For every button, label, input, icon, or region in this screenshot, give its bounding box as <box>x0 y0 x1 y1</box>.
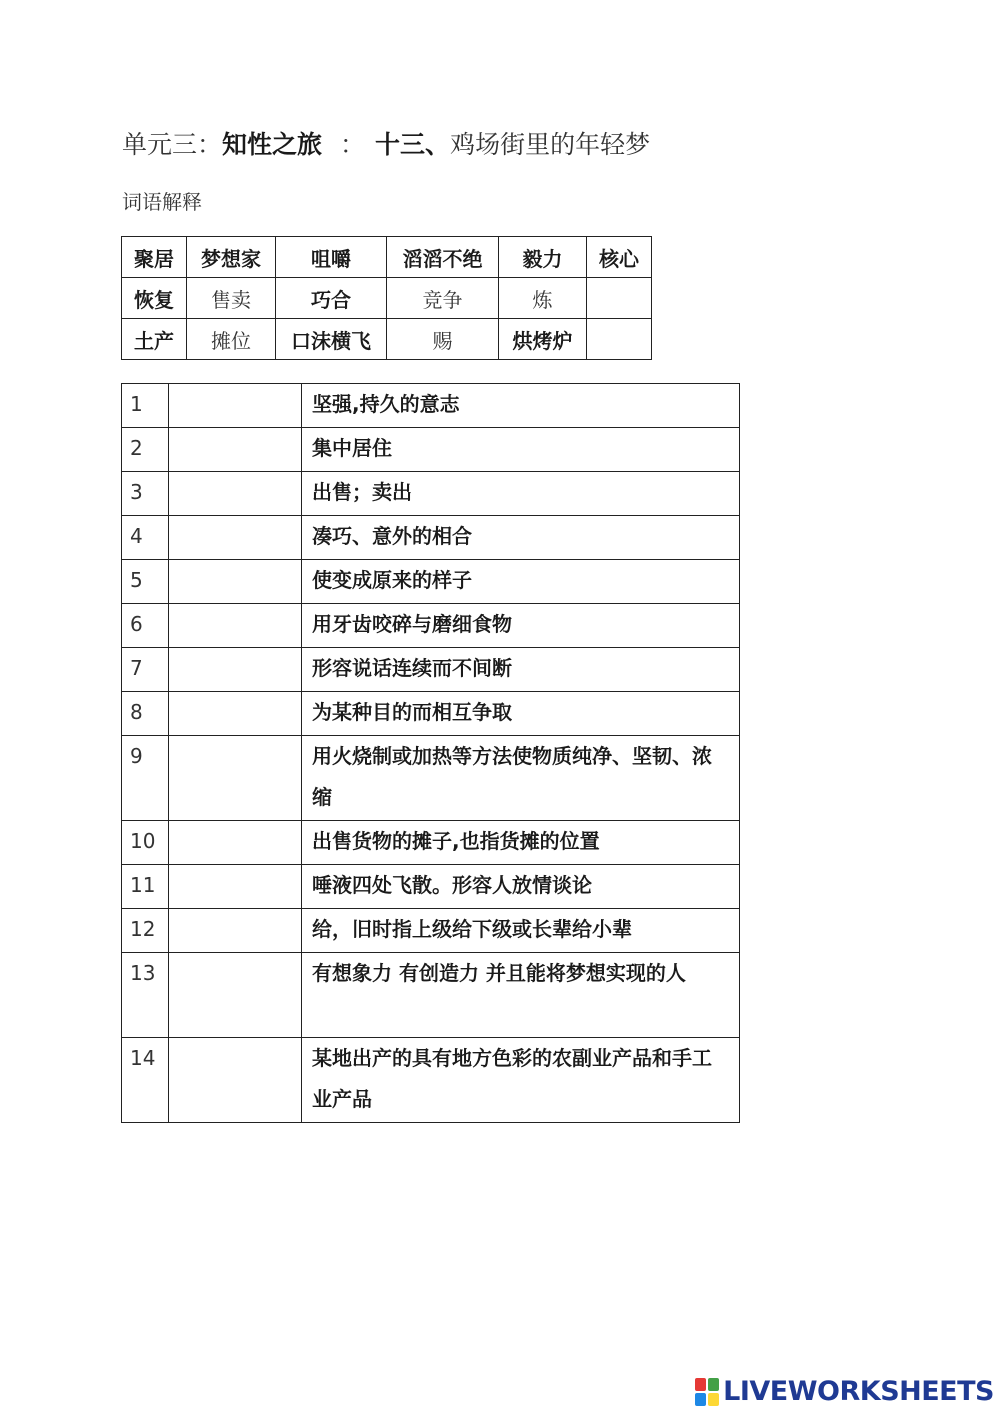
definition-row <box>122 953 740 1038</box>
definition-text: 为某种目的而相互争取 <box>302 692 740 736</box>
answer-blank[interactable] <box>169 428 302 472</box>
definition-row <box>122 736 740 821</box>
definition-number: 7 <box>122 648 169 692</box>
vocab-empty-cell <box>587 278 652 319</box>
title-lesson-name: 鸡场街里的年轻梦 <box>450 130 651 159</box>
section-subtitle: 词语解释 <box>122 190 202 214</box>
answer-blank[interactable] <box>169 516 302 560</box>
vocab-row <box>122 237 652 278</box>
definition-row <box>122 604 740 648</box>
vocab-row <box>122 319 652 360</box>
vocab-word: 赐 <box>387 319 499 360</box>
logo-square-1 <box>695 1378 706 1391</box>
answer-blank[interactable] <box>169 1038 302 1123</box>
definition-row <box>122 909 740 953</box>
definition-text: 出售货物的摊子,也指货摊的位置 <box>302 821 740 865</box>
answer-blank[interactable] <box>169 909 302 953</box>
title-lesson-number: 十三、 <box>375 130 451 159</box>
page-title <box>122 128 650 162</box>
vocab-word: 核心 <box>587 237 652 278</box>
vocab-word: 摊位 <box>187 319 276 360</box>
definition-text: 坚强,持久的意志 <box>302 384 740 428</box>
definition-text: 有想象力 有创造力 并且能将梦想实现的人 <box>302 953 740 1038</box>
definition-number: 11 <box>122 865 169 909</box>
vocab-empty-cell <box>587 319 652 360</box>
liveworksheets-logo <box>695 1376 994 1407</box>
vocab-word: 聚居 <box>122 237 187 278</box>
definition-row <box>122 472 740 516</box>
definition-row <box>122 516 740 560</box>
vocab-word: 竞争 <box>387 278 499 319</box>
definition-number: 5 <box>122 560 169 604</box>
vocab-word: 毅力 <box>499 237 587 278</box>
vocabulary-table <box>121 236 652 360</box>
answer-blank[interactable] <box>169 472 302 516</box>
logo-text: LIVEWORKSHEETS <box>723 1376 994 1407</box>
definition-text: 给，旧时指上级给下级或长辈给小辈 <box>302 909 740 953</box>
vocab-word: 巧合 <box>276 278 387 319</box>
logo-square-4 <box>708 1393 719 1406</box>
definition-text: 出售；卖出 <box>302 472 740 516</box>
definition-number: 13 <box>122 953 169 1038</box>
logo-square-3 <box>695 1393 706 1406</box>
definition-number: 9 <box>122 736 169 821</box>
answer-blank[interactable] <box>169 736 302 821</box>
definition-text: 唾液四处飞散。形容人放情谈论 <box>302 865 740 909</box>
vocab-word: 梦想家 <box>187 237 276 278</box>
answer-blank[interactable] <box>169 865 302 909</box>
vocab-word: 咀嚼 <box>276 237 387 278</box>
definition-row <box>122 648 740 692</box>
definition-text: 某地出产的具有地方色彩的农副业产品和手工业产品 <box>302 1038 740 1123</box>
vocab-word: 烘烤炉 <box>499 319 587 360</box>
definitions-table <box>121 383 740 1123</box>
title-prefix: 单元三： <box>122 130 223 159</box>
answer-blank[interactable] <box>169 953 302 1038</box>
definition-text: 集中居住 <box>302 428 740 472</box>
definition-text: 用火烧制或加热等方法使物质纯净、坚韧、浓缩 <box>302 736 740 821</box>
definition-text: 使变成原来的样子 <box>302 560 740 604</box>
logo-mark-icon <box>695 1378 719 1406</box>
answer-blank[interactable] <box>169 821 302 865</box>
definition-row <box>122 865 740 909</box>
vocab-word: 售卖 <box>187 278 276 319</box>
definition-number: 12 <box>122 909 169 953</box>
definition-row <box>122 428 740 472</box>
definition-number: 3 <box>122 472 169 516</box>
answer-blank[interactable] <box>169 648 302 692</box>
answer-blank[interactable] <box>169 692 302 736</box>
definition-number: 10 <box>122 821 169 865</box>
logo-square-2 <box>708 1378 719 1391</box>
definition-number: 14 <box>122 1038 169 1123</box>
answer-blank[interactable] <box>169 560 302 604</box>
vocab-word: 炼 <box>499 278 587 319</box>
vocab-word: 恢复 <box>122 278 187 319</box>
definition-row <box>122 692 740 736</box>
definition-row <box>122 384 740 428</box>
title-theme: 知性之旅 <box>222 130 323 159</box>
definition-number: 8 <box>122 692 169 736</box>
definition-number: 1 <box>122 384 169 428</box>
definition-text: 凑巧、意外的相合 <box>302 516 740 560</box>
definition-row <box>122 821 740 865</box>
vocab-word: 土产 <box>122 319 187 360</box>
answer-blank[interactable] <box>169 604 302 648</box>
definition-number: 4 <box>122 516 169 560</box>
answer-blank[interactable] <box>169 384 302 428</box>
definition-text: 形容说话连续而不间断 <box>302 648 740 692</box>
title-separator: ： <box>340 130 366 159</box>
definition-row <box>122 1038 740 1123</box>
vocab-word: 滔滔不绝 <box>387 237 499 278</box>
definition-text: 用牙齿咬碎与磨细食物 <box>302 604 740 648</box>
definition-row <box>122 560 740 604</box>
definition-number: 2 <box>122 428 169 472</box>
vocab-word: 口沫横飞 <box>276 319 387 360</box>
definition-number: 6 <box>122 604 169 648</box>
vocab-row <box>122 278 652 319</box>
